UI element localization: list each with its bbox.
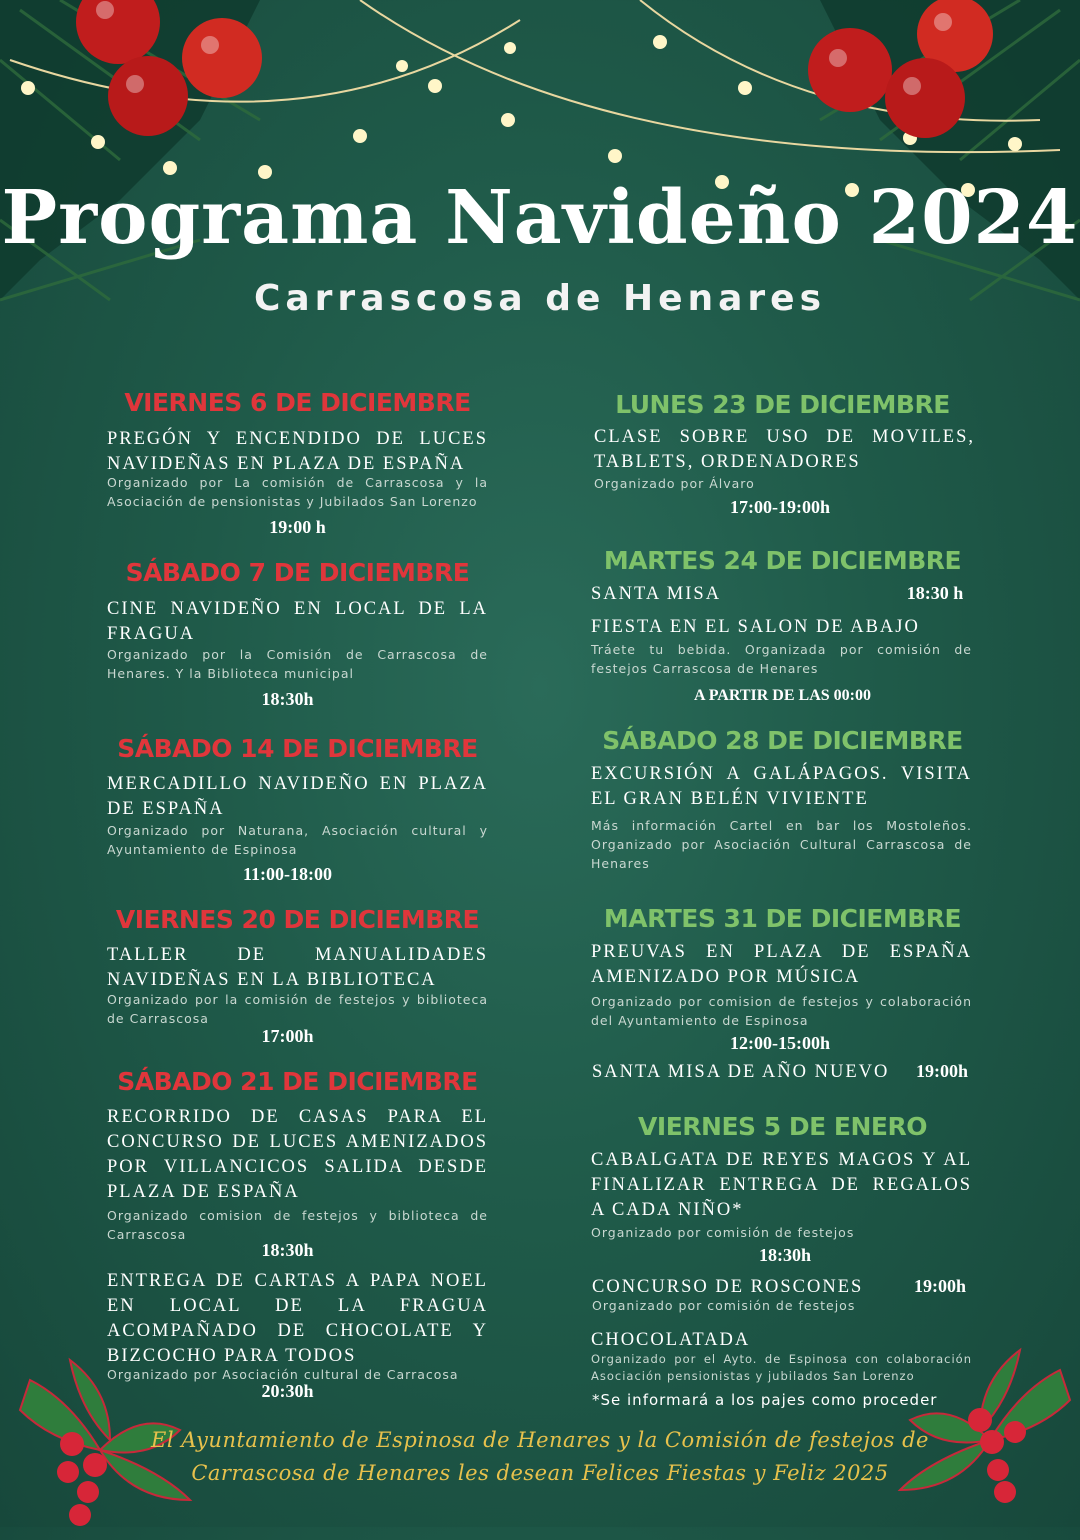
event-organizer: Organizado por comision de festejos y colaboración del Ayuntamiento de Espinosa bbox=[591, 994, 972, 1028]
event-title: CABALGATA DE REYES MAGOS Y AL FINALIZAR ENTREGA DE REGALOS A CADA NIÑO* bbox=[591, 1150, 972, 1220]
event-time: 19:00 h bbox=[269, 517, 326, 537]
footer-line-1: El Ayuntamiento de Espinosa de Henares y la Comisión de festejos de bbox=[151, 1428, 929, 1452]
event-organizer: Organizado por Álvaro bbox=[594, 476, 755, 491]
event-time: 18:30h bbox=[758, 1245, 811, 1265]
day-heading: MARTES 31 DE DICIEMBRE bbox=[603, 904, 962, 933]
event-title: SANTA MISA DE AÑO NUEVO bbox=[592, 1062, 890, 1082]
event-time: 20:30h bbox=[261, 1381, 314, 1401]
event-title: CHOCOLATADA bbox=[591, 1330, 751, 1350]
event-title: CINE NAVIDEÑO EN LOCAL DE LA FRAGUA bbox=[107, 599, 488, 644]
day-heading: LUNES 23 DE DICIEMBRE bbox=[615, 390, 950, 419]
day-heading: SÁBADO 14 DE DICIEMBRE bbox=[117, 734, 478, 763]
page-subtitle: Carrascosa de Henares bbox=[253, 278, 827, 319]
event-organizer: Organizado por Naturana, Asociación cultural y Ayuntamiento de Espinosa bbox=[107, 823, 488, 857]
event-title: SANTA MISA bbox=[591, 584, 722, 604]
event-title: CONCURSO DE ROSCONES bbox=[592, 1277, 864, 1297]
page-title: Programa Navideño 2024 bbox=[1, 175, 1079, 261]
event-time: 18:30 h bbox=[906, 583, 964, 603]
day-heading: SÁBADO 21 DE DICIEMBRE bbox=[117, 1067, 478, 1096]
event-title: RECORRIDO DE CASAS PARA EL CONCURSO DE LUCES AMENIZADOS POR VILLANCICOS SALIDA DESDE PLAZA DE ESPAÑA bbox=[107, 1107, 488, 1202]
event-time: 18:30h bbox=[261, 1240, 314, 1260]
event-organizer: Organizado por la Comisión de Carrascosa de Henares. Y la Biblioteca municipal bbox=[107, 647, 488, 681]
event-organizer: Organizado por la comisión de festejos y biblioteca de Carrascosa bbox=[107, 992, 488, 1026]
event-title: CLASE SOBRE USO DE MOVILES, TABLETS, ORDENADORES bbox=[594, 427, 975, 472]
footnote: *Se informará a los pajes como proceder bbox=[592, 1391, 938, 1409]
day-heading: SÁBADO 7 DE DICIEMBRE bbox=[125, 558, 470, 587]
event-organizer: Tráete tu bebida. Organizada por comisión de festejos Carrascosa de Henares bbox=[591, 642, 972, 676]
event-time: 17:00-19:00h bbox=[730, 497, 830, 517]
event-title: PREUVAS EN PLAZA DE ESPAÑA AMENIZADO POR MÚSICA bbox=[591, 942, 972, 987]
event-title: TALLER DE MANUALIDADES NAVIDEÑAS EN LA BIBLIOTECA bbox=[107, 945, 488, 990]
footer-line-2: Carrascosa de Henares les desean Felices Fiestas y Feliz 2025 bbox=[191, 1461, 889, 1485]
day-heading: VIERNES 6 DE DICIEMBRE bbox=[124, 388, 471, 417]
event-organizer: Organizado por La comisión de Carrascosa y la Asociación de pensionistas y Jubilados San Lorenzo bbox=[107, 475, 488, 509]
day-heading: MARTES 24 DE DICIEMBRE bbox=[603, 546, 962, 575]
event-organizer: Más información Cartel en bar los Mostoleños. Organizado por Asociación Cultural Carrascosa de Henares bbox=[591, 818, 972, 871]
event-time: 11:00-18:00 bbox=[243, 864, 332, 884]
event-organizer: Organizado por comisión de festejos bbox=[592, 1298, 856, 1313]
event-title: FIESTA EN EL SALON DE ABAJO bbox=[591, 617, 920, 637]
day-heading: SÁBADO 28 DE DICIEMBRE bbox=[602, 726, 963, 755]
event-time: A PARTIR DE LAS 00:00 bbox=[694, 687, 871, 704]
event-organizer: Organizado por comisión de festejos bbox=[591, 1225, 855, 1240]
event-time: 12:00-15:00h bbox=[730, 1033, 830, 1053]
event-organizer: Organizado por Asociación cultural de Carracosa bbox=[107, 1367, 459, 1382]
event-title: PREGÓN Y ENCENDIDO DE LUCES NAVIDEÑAS EN PLAZA DE ESPAÑA bbox=[107, 429, 488, 474]
event-title: MERCADILLO NAVIDEÑO EN PLAZA DE ESPAÑA bbox=[107, 774, 488, 819]
day-heading: VIERNES 5 DE ENERO bbox=[638, 1112, 927, 1141]
event-time: 19:00h bbox=[913, 1276, 966, 1296]
event-organizer: Organizado comision de festejos y biblioteca de Carrascosa bbox=[107, 1208, 488, 1242]
event-organizer: Organizado por el Ayto. de Espinosa con colaboración Asociación pensionistas y jubilados San Lorenzo bbox=[591, 1352, 972, 1383]
event-title: EXCURSIÓN A GALÁPAGOS. VISITA EL GRAN BELÉN VIVIENTE bbox=[591, 764, 972, 809]
event-title: ENTREGA DE CARTAS A PAPA NOEL EN LOCAL DE LA FRAGUA ACOMPAÑADO DE CHOCOLATE Y BIZCOCHO PARA TODOS bbox=[107, 1271, 488, 1366]
event-time: 18:30h bbox=[261, 689, 314, 709]
day-heading: VIERNES 20 DE DICIEMBRE bbox=[115, 905, 480, 934]
event-time: 17:00h bbox=[261, 1026, 314, 1046]
event-time: 19:00h bbox=[915, 1061, 968, 1081]
